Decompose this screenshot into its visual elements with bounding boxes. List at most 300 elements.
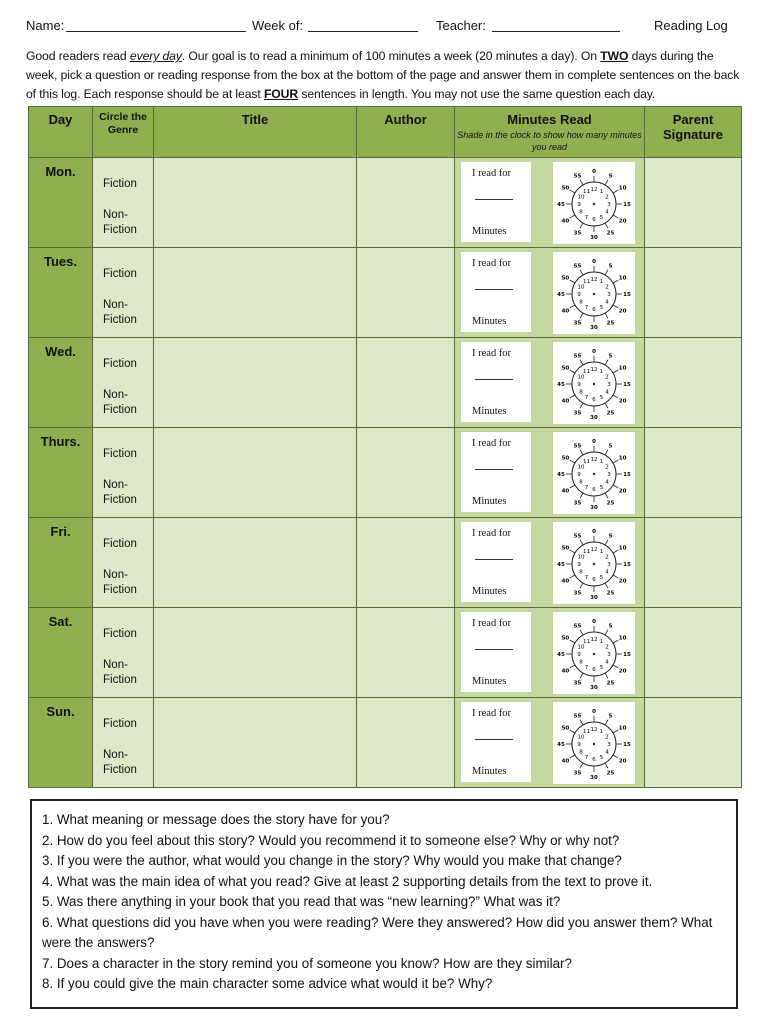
day-cell xyxy=(29,248,93,338)
minutes-cell xyxy=(455,608,645,698)
author-cell[interactable] xyxy=(357,158,455,248)
clock-box xyxy=(553,702,635,784)
author-cell[interactable] xyxy=(357,248,455,338)
minutes-label: Minutes xyxy=(472,676,507,687)
clock-hour-label: 11 xyxy=(583,729,590,736)
clock-hour-label: 5 xyxy=(599,484,604,491)
intro-text-3: days during the week, pick a question or reading response from the box at the bottom of the page and answer them in complete sentences on the back of this log. Each response should be at least xyxy=(26,49,740,101)
clock-minute-label: 15 xyxy=(623,742,631,748)
clock-minute-label: 10 xyxy=(618,635,627,642)
clock-minute-label: 30 xyxy=(590,325,598,331)
read-for-label: I read for xyxy=(472,348,512,359)
clock-minute-label: 35 xyxy=(573,770,582,777)
clock-hour-label: 9 xyxy=(577,382,581,388)
clock-tick xyxy=(570,755,575,758)
minutes-read-box[interactable] xyxy=(461,252,531,332)
title-cell[interactable] xyxy=(154,338,357,428)
clock-hour-label: 10 xyxy=(577,374,585,381)
question-item: 7. Does a character in the story remind you of someone you know? How are they similar? xyxy=(42,955,572,971)
minutes-label: Minutes xyxy=(472,406,507,417)
clock-hour-label: 10 xyxy=(577,284,585,291)
minutes-clock[interactable] xyxy=(553,432,635,514)
genre-nonfiction[interactable]: Non-Fiction xyxy=(103,389,137,416)
clock-tick xyxy=(605,673,608,678)
parent-signature-cell[interactable] xyxy=(645,608,742,698)
clock-hour-label: 7 xyxy=(584,394,589,401)
clock-minute-label: 35 xyxy=(573,500,582,507)
minutes-label: Minutes xyxy=(472,496,507,507)
clock-center xyxy=(593,203,595,205)
day-label: Mon. xyxy=(45,164,76,179)
clock-hour-label: 4 xyxy=(605,209,609,216)
clock-tick xyxy=(605,403,608,408)
clock-center xyxy=(593,383,595,385)
clock-center xyxy=(593,293,595,295)
author-cell[interactable] xyxy=(357,428,455,518)
read-for-label: I read for xyxy=(472,258,512,269)
clock-minute-label: 35 xyxy=(573,590,582,597)
clock-minute-label: 30 xyxy=(590,775,598,781)
clock-tick xyxy=(570,730,575,733)
clock-minute-label: 50 xyxy=(561,185,570,192)
clock-minute-label: 25 xyxy=(606,770,615,777)
clock-minute-label: 25 xyxy=(606,320,615,327)
header-minutes-instruction: Shade in the clock to show how many minutes you read xyxy=(457,130,642,152)
clock-hour-label: 2 xyxy=(605,194,609,201)
clock-hour-label: 3 xyxy=(607,202,611,208)
clock-center xyxy=(593,473,595,475)
clock-minute-label: 20 xyxy=(618,668,627,675)
minutes-clock[interactable] xyxy=(553,612,635,694)
day-label: Fri. xyxy=(50,524,71,539)
genre-nonfiction[interactable]: Non-Fiction xyxy=(103,299,137,326)
clock-hour-label: 11 xyxy=(583,549,590,556)
clock-minute-label: 50 xyxy=(561,725,570,732)
clock-minute-label: 15 xyxy=(623,652,631,658)
clock-hour-label: 12 xyxy=(590,187,598,193)
clock-box xyxy=(553,342,635,424)
clock-hour-label: 6 xyxy=(592,757,596,763)
clock-tick xyxy=(580,673,583,678)
header-author: Author xyxy=(357,107,455,158)
question-item: 5. Was there anything in your book that you read that was “new learning?” What was it? xyxy=(42,894,561,909)
question-item: 4. What was the main idea of what you read? Give at least 2 supporting details from the text to prove it. xyxy=(42,873,653,889)
clock-hour-label: 4 xyxy=(605,389,609,396)
clock-hour-label: 6 xyxy=(592,307,596,313)
table-row xyxy=(29,698,742,788)
clock-hour-label: 10 xyxy=(577,554,585,561)
genre-fiction[interactable]: Fiction xyxy=(103,358,137,370)
clock-minute-label: 5 xyxy=(608,173,613,180)
parent-signature-cell[interactable] xyxy=(645,338,742,428)
clock-hour-label: 2 xyxy=(605,644,609,651)
clock-minute-label: 0 xyxy=(592,169,596,175)
clock-minute-label: 30 xyxy=(590,235,598,241)
clock-tick xyxy=(605,180,608,185)
title-cell[interactable] xyxy=(154,248,357,338)
clock-hour-label: 9 xyxy=(577,202,581,208)
clock-hour-label: 6 xyxy=(592,487,596,493)
clock-minute-label: 10 xyxy=(618,725,627,732)
week-label: Week of: xyxy=(252,18,304,33)
header xyxy=(26,16,748,38)
clock-hour-label: 7 xyxy=(584,664,589,671)
minutes-read-box[interactable] xyxy=(461,162,531,242)
clock-hour-label: 10 xyxy=(577,644,585,651)
genre-fiction[interactable]: Fiction xyxy=(103,178,137,190)
clock-hour-label: 7 xyxy=(584,574,589,581)
read-for-label: I read for xyxy=(472,438,512,449)
clock-hour-label: 3 xyxy=(607,292,611,298)
clock-minute-label: 15 xyxy=(623,202,631,208)
day-label: Wed. xyxy=(45,344,76,359)
clock-minute-label: 5 xyxy=(608,713,613,720)
day-cell xyxy=(29,338,93,428)
clock-hour-label: 1 xyxy=(599,369,604,376)
clock-hour-label: 11 xyxy=(583,189,590,196)
clock-tick xyxy=(570,395,575,398)
minutes-clock[interactable] xyxy=(553,522,635,604)
clock-minute-label: 45 xyxy=(557,652,565,658)
clock-minute-label: 0 xyxy=(592,259,596,265)
clock-minute-label: 30 xyxy=(590,505,598,511)
clock-tick xyxy=(580,450,583,455)
clock-tick xyxy=(580,270,583,275)
clock-minute-label: 30 xyxy=(590,415,598,421)
minutes-clock[interactable] xyxy=(553,252,635,334)
genre-fiction[interactable]: Fiction xyxy=(103,718,137,730)
clock-tick xyxy=(570,215,575,218)
instructions xyxy=(26,47,748,104)
genre-nonfiction[interactable]: Non-Fiction xyxy=(103,659,137,686)
clock-tick xyxy=(580,583,583,588)
genre-cell xyxy=(93,518,154,608)
clock-minute-label: 25 xyxy=(606,680,615,687)
title-cell[interactable] xyxy=(154,698,357,788)
day-cell xyxy=(29,158,93,248)
genre-fiction[interactable]: Fiction xyxy=(103,538,137,550)
clock-minute-label: 40 xyxy=(561,218,570,225)
clock-hour-label: 10 xyxy=(577,734,585,741)
clock-minute-label: 25 xyxy=(606,590,615,597)
day-label: Thurs. xyxy=(40,434,81,449)
clock-hour-label: 3 xyxy=(607,472,611,478)
clock-tick xyxy=(580,630,583,635)
parent-signature-cell[interactable] xyxy=(645,158,742,248)
clock-minute-label: 25 xyxy=(606,230,615,237)
clock-minute-label: 55 xyxy=(573,713,582,720)
minutes-blank[interactable] xyxy=(475,469,513,470)
clock-hour-label: 7 xyxy=(584,754,589,761)
clock-tick xyxy=(580,763,583,768)
table-header-row xyxy=(29,107,742,158)
clock-tick xyxy=(605,360,608,365)
clock-minute-label: 35 xyxy=(573,230,582,237)
clock-minute-label: 45 xyxy=(557,562,565,568)
clock-tick xyxy=(570,550,575,553)
clock-minute-label: 50 xyxy=(561,275,570,282)
table-row xyxy=(29,338,742,428)
clock-minute-label: 0 xyxy=(592,529,596,535)
clock-minute-label: 45 xyxy=(557,292,565,298)
clock-tick xyxy=(580,360,583,365)
clock-hour-label: 9 xyxy=(577,562,581,568)
author-cell[interactable] xyxy=(357,338,455,428)
minutes-label: Minutes xyxy=(472,586,507,597)
clock-tick xyxy=(613,370,618,373)
clock-hour-label: 4 xyxy=(605,299,609,306)
clock-tick xyxy=(613,280,618,283)
clock-minute-label: 10 xyxy=(618,185,627,192)
clock-hour-label: 1 xyxy=(599,189,604,196)
minutes-cell xyxy=(455,698,645,788)
clock-hour-label: 8 xyxy=(579,479,583,486)
clock-minute-label: 50 xyxy=(561,365,570,372)
clock-hour-label: 11 xyxy=(583,279,590,286)
clock-minute-label: 25 xyxy=(606,410,615,417)
clock-minute-label: 15 xyxy=(623,472,631,478)
intro-text-4: sentences in length. You may not use the same question each day. xyxy=(298,87,656,101)
clock-tick xyxy=(570,665,575,668)
author-cell[interactable] xyxy=(357,608,455,698)
title-cell[interactable] xyxy=(154,428,357,518)
clock-minute-label: 5 xyxy=(608,263,613,270)
minutes-blank[interactable] xyxy=(475,289,513,290)
clock-hour-label: 3 xyxy=(607,742,611,748)
clock-tick xyxy=(605,450,608,455)
parent-signature-cell[interactable] xyxy=(645,428,742,518)
minutes-read-box[interactable] xyxy=(461,612,531,692)
clock-tick xyxy=(605,270,608,275)
clock-minute-label: 15 xyxy=(623,382,631,388)
header-minutes: Minutes Read Shade in the clock to show how many minutes you read xyxy=(455,107,645,158)
day-cell xyxy=(29,608,93,698)
day-cell xyxy=(29,428,93,518)
clock-hour-label: 8 xyxy=(579,659,583,666)
clock-hour-label: 11 xyxy=(583,639,590,646)
genre-fiction[interactable]: Fiction xyxy=(103,268,137,280)
minutes-label: Minutes xyxy=(472,766,507,777)
clock-tick xyxy=(580,720,583,725)
parent-signature-cell[interactable] xyxy=(645,518,742,608)
genre-fiction[interactable]: Fiction xyxy=(103,448,137,460)
author-cell[interactable] xyxy=(357,698,455,788)
clock-hour-label: 9 xyxy=(577,292,581,298)
clock-box xyxy=(553,432,635,514)
clock-hour-label: 12 xyxy=(590,637,598,643)
title-cell[interactable] xyxy=(154,518,357,608)
day-label: Sun. xyxy=(46,704,75,719)
minutes-blank[interactable] xyxy=(475,649,513,650)
clock-tick xyxy=(570,460,575,463)
header-parent: Parent Signature xyxy=(645,107,742,158)
minutes-blank[interactable] xyxy=(475,379,513,380)
minutes-clock[interactable] xyxy=(553,342,635,424)
read-for-label: I read for xyxy=(472,618,512,629)
clock-minute-label: 55 xyxy=(573,263,582,270)
clock-hour-label: 8 xyxy=(579,749,583,756)
clock-tick xyxy=(605,763,608,768)
name-label: Name: xyxy=(26,18,65,33)
clock-minute-label: 15 xyxy=(623,562,631,568)
clock-tick xyxy=(570,640,575,643)
title-cell[interactable] xyxy=(154,608,357,698)
clock-tick xyxy=(570,575,575,578)
clock-minute-label: 0 xyxy=(592,439,596,445)
header-title: Title xyxy=(154,107,357,158)
clock-hour-label: 4 xyxy=(605,749,609,756)
clock-minute-label: 50 xyxy=(561,635,570,642)
minutes-cell xyxy=(455,338,645,428)
clock-minute-label: 40 xyxy=(561,308,570,315)
clock-hour-label: 4 xyxy=(605,479,609,486)
clock-hour-label: 10 xyxy=(577,194,585,201)
clock-minute-label: 55 xyxy=(573,443,582,450)
clock-hour-label: 4 xyxy=(605,569,609,576)
clock-tick xyxy=(580,223,583,228)
clock-minute-label: 10 xyxy=(618,365,627,372)
clock-minute-label: 20 xyxy=(618,488,627,495)
minutes-blank[interactable] xyxy=(475,739,513,740)
clock-minute-label: 20 xyxy=(618,758,627,765)
clock-minute-label: 20 xyxy=(618,398,627,405)
minutes-cell xyxy=(455,518,645,608)
clock-minute-label: 5 xyxy=(608,443,613,450)
table-row xyxy=(29,248,742,338)
clock-tick xyxy=(613,755,618,758)
clock-center xyxy=(593,743,595,745)
clock-tick xyxy=(580,540,583,545)
clock-minute-label: 20 xyxy=(618,218,627,225)
header-genre: Circle the Genre xyxy=(93,107,154,158)
clock-minute-label: 45 xyxy=(557,742,565,748)
clock-hour-label: 2 xyxy=(605,554,609,561)
day-label: Sat. xyxy=(48,614,73,629)
clock-minute-label: 45 xyxy=(557,472,565,478)
parent-signature-cell[interactable] xyxy=(645,248,742,338)
minutes-cell xyxy=(455,428,645,518)
clock-hour-label: 3 xyxy=(607,562,611,568)
clock-minute-label: 40 xyxy=(561,578,570,585)
day-cell xyxy=(29,698,93,788)
minutes-blank[interactable] xyxy=(475,559,513,560)
genre-nonfiction[interactable]: Non-Fiction xyxy=(103,479,137,506)
clock-hour-label: 1 xyxy=(599,279,604,286)
clock-minute-label: 35 xyxy=(573,320,582,327)
clock-hour-label: 2 xyxy=(605,374,609,381)
clock-minute-label: 20 xyxy=(618,308,627,315)
clock-minute-label: 40 xyxy=(561,758,570,765)
question-item: 3. If you were the author, what would you change in the story? Why would you make that change? xyxy=(42,853,622,868)
genre-nonfiction[interactable]: Non-Fiction xyxy=(103,749,137,776)
clock-minute-label: 40 xyxy=(561,398,570,405)
clock-hour-label: 3 xyxy=(607,652,611,658)
clock-hour-label: 7 xyxy=(584,484,589,491)
clock-box xyxy=(553,162,635,244)
minutes-read-box[interactable] xyxy=(461,522,531,602)
clock-tick xyxy=(613,190,618,193)
genre-nonfiction[interactable]: Non-Fiction xyxy=(103,209,137,236)
genre-cell xyxy=(93,338,154,428)
clock-tick xyxy=(613,305,618,308)
genre-fiction[interactable]: Fiction xyxy=(103,628,137,640)
clock-tick xyxy=(570,190,575,193)
clock-hour-label: 12 xyxy=(590,457,598,463)
intro-every-day: every day xyxy=(129,49,182,63)
clock-tick xyxy=(613,550,618,553)
clock-hour-label: 6 xyxy=(592,667,596,673)
clock-hour-label: 1 xyxy=(599,459,604,466)
clock-minute-label: 10 xyxy=(618,455,627,462)
clock-minute-label: 10 xyxy=(618,275,627,282)
clock-hour-label: 2 xyxy=(605,734,609,741)
table-row xyxy=(29,608,742,698)
clock-hour-label: 11 xyxy=(583,459,590,466)
clock-tick xyxy=(570,305,575,308)
clock-minute-label: 55 xyxy=(573,623,582,630)
intro-text-1: Good readers read xyxy=(26,49,130,63)
question-item: 1. What meaning or message does the story have for you? xyxy=(42,812,390,827)
parent-signature-cell[interactable] xyxy=(645,698,742,788)
clock-hour-label: 8 xyxy=(579,389,583,396)
clock-hour-label: 12 xyxy=(590,367,598,373)
clock-hour-label: 11 xyxy=(583,369,590,376)
genre-cell xyxy=(93,428,154,518)
clock-tick xyxy=(580,493,583,498)
minutes-read-box[interactable] xyxy=(461,702,531,782)
day-label: Tues. xyxy=(44,254,77,269)
clock-tick xyxy=(613,215,618,218)
clock-minute-label: 0 xyxy=(592,709,596,715)
minutes-read-box[interactable] xyxy=(461,432,531,512)
minutes-blank[interactable] xyxy=(475,199,513,200)
clock-hour-label: 1 xyxy=(599,639,604,646)
minutes-clock[interactable] xyxy=(553,162,635,244)
clock-minute-label: 0 xyxy=(592,619,596,625)
response-questions-box xyxy=(30,799,738,1009)
genre-nonfiction[interactable]: Non-Fiction xyxy=(103,569,137,596)
clock-tick xyxy=(605,223,608,228)
title-cell[interactable] xyxy=(154,158,357,248)
genre-cell xyxy=(93,698,154,788)
intro-text-2: . Our goal is to read a minimum of 100 minutes a week (20 minutes a day). On xyxy=(181,49,601,63)
minutes-label: Minutes xyxy=(472,226,507,237)
table-row xyxy=(29,158,742,248)
clock-minute-label: 55 xyxy=(573,533,582,540)
clock-hour-label: 5 xyxy=(599,664,604,671)
clock-hour-label: 12 xyxy=(590,277,598,283)
clock-minute-label: 5 xyxy=(608,623,613,630)
clock-minute-label: 35 xyxy=(573,680,582,687)
clock-hour-label: 5 xyxy=(599,304,604,311)
minutes-read-box[interactable] xyxy=(461,342,531,422)
clock-hour-label: 1 xyxy=(599,549,604,556)
clock-hour-label: 5 xyxy=(599,214,604,221)
clock-hour-label: 5 xyxy=(599,574,604,581)
minutes-clock[interactable] xyxy=(553,702,635,784)
clock-hour-label: 7 xyxy=(584,304,589,311)
table-row xyxy=(29,518,742,608)
author-cell[interactable] xyxy=(357,518,455,608)
clock-hour-label: 12 xyxy=(590,547,598,553)
clock-hour-label: 9 xyxy=(577,472,581,478)
clock-hour-label: 6 xyxy=(592,217,596,223)
read-for-label: I read for xyxy=(472,528,512,539)
day-cell xyxy=(29,518,93,608)
clock-minute-label: 5 xyxy=(608,533,613,540)
clock-minute-label: 10 xyxy=(618,545,627,552)
clock-hour-label: 8 xyxy=(579,569,583,576)
